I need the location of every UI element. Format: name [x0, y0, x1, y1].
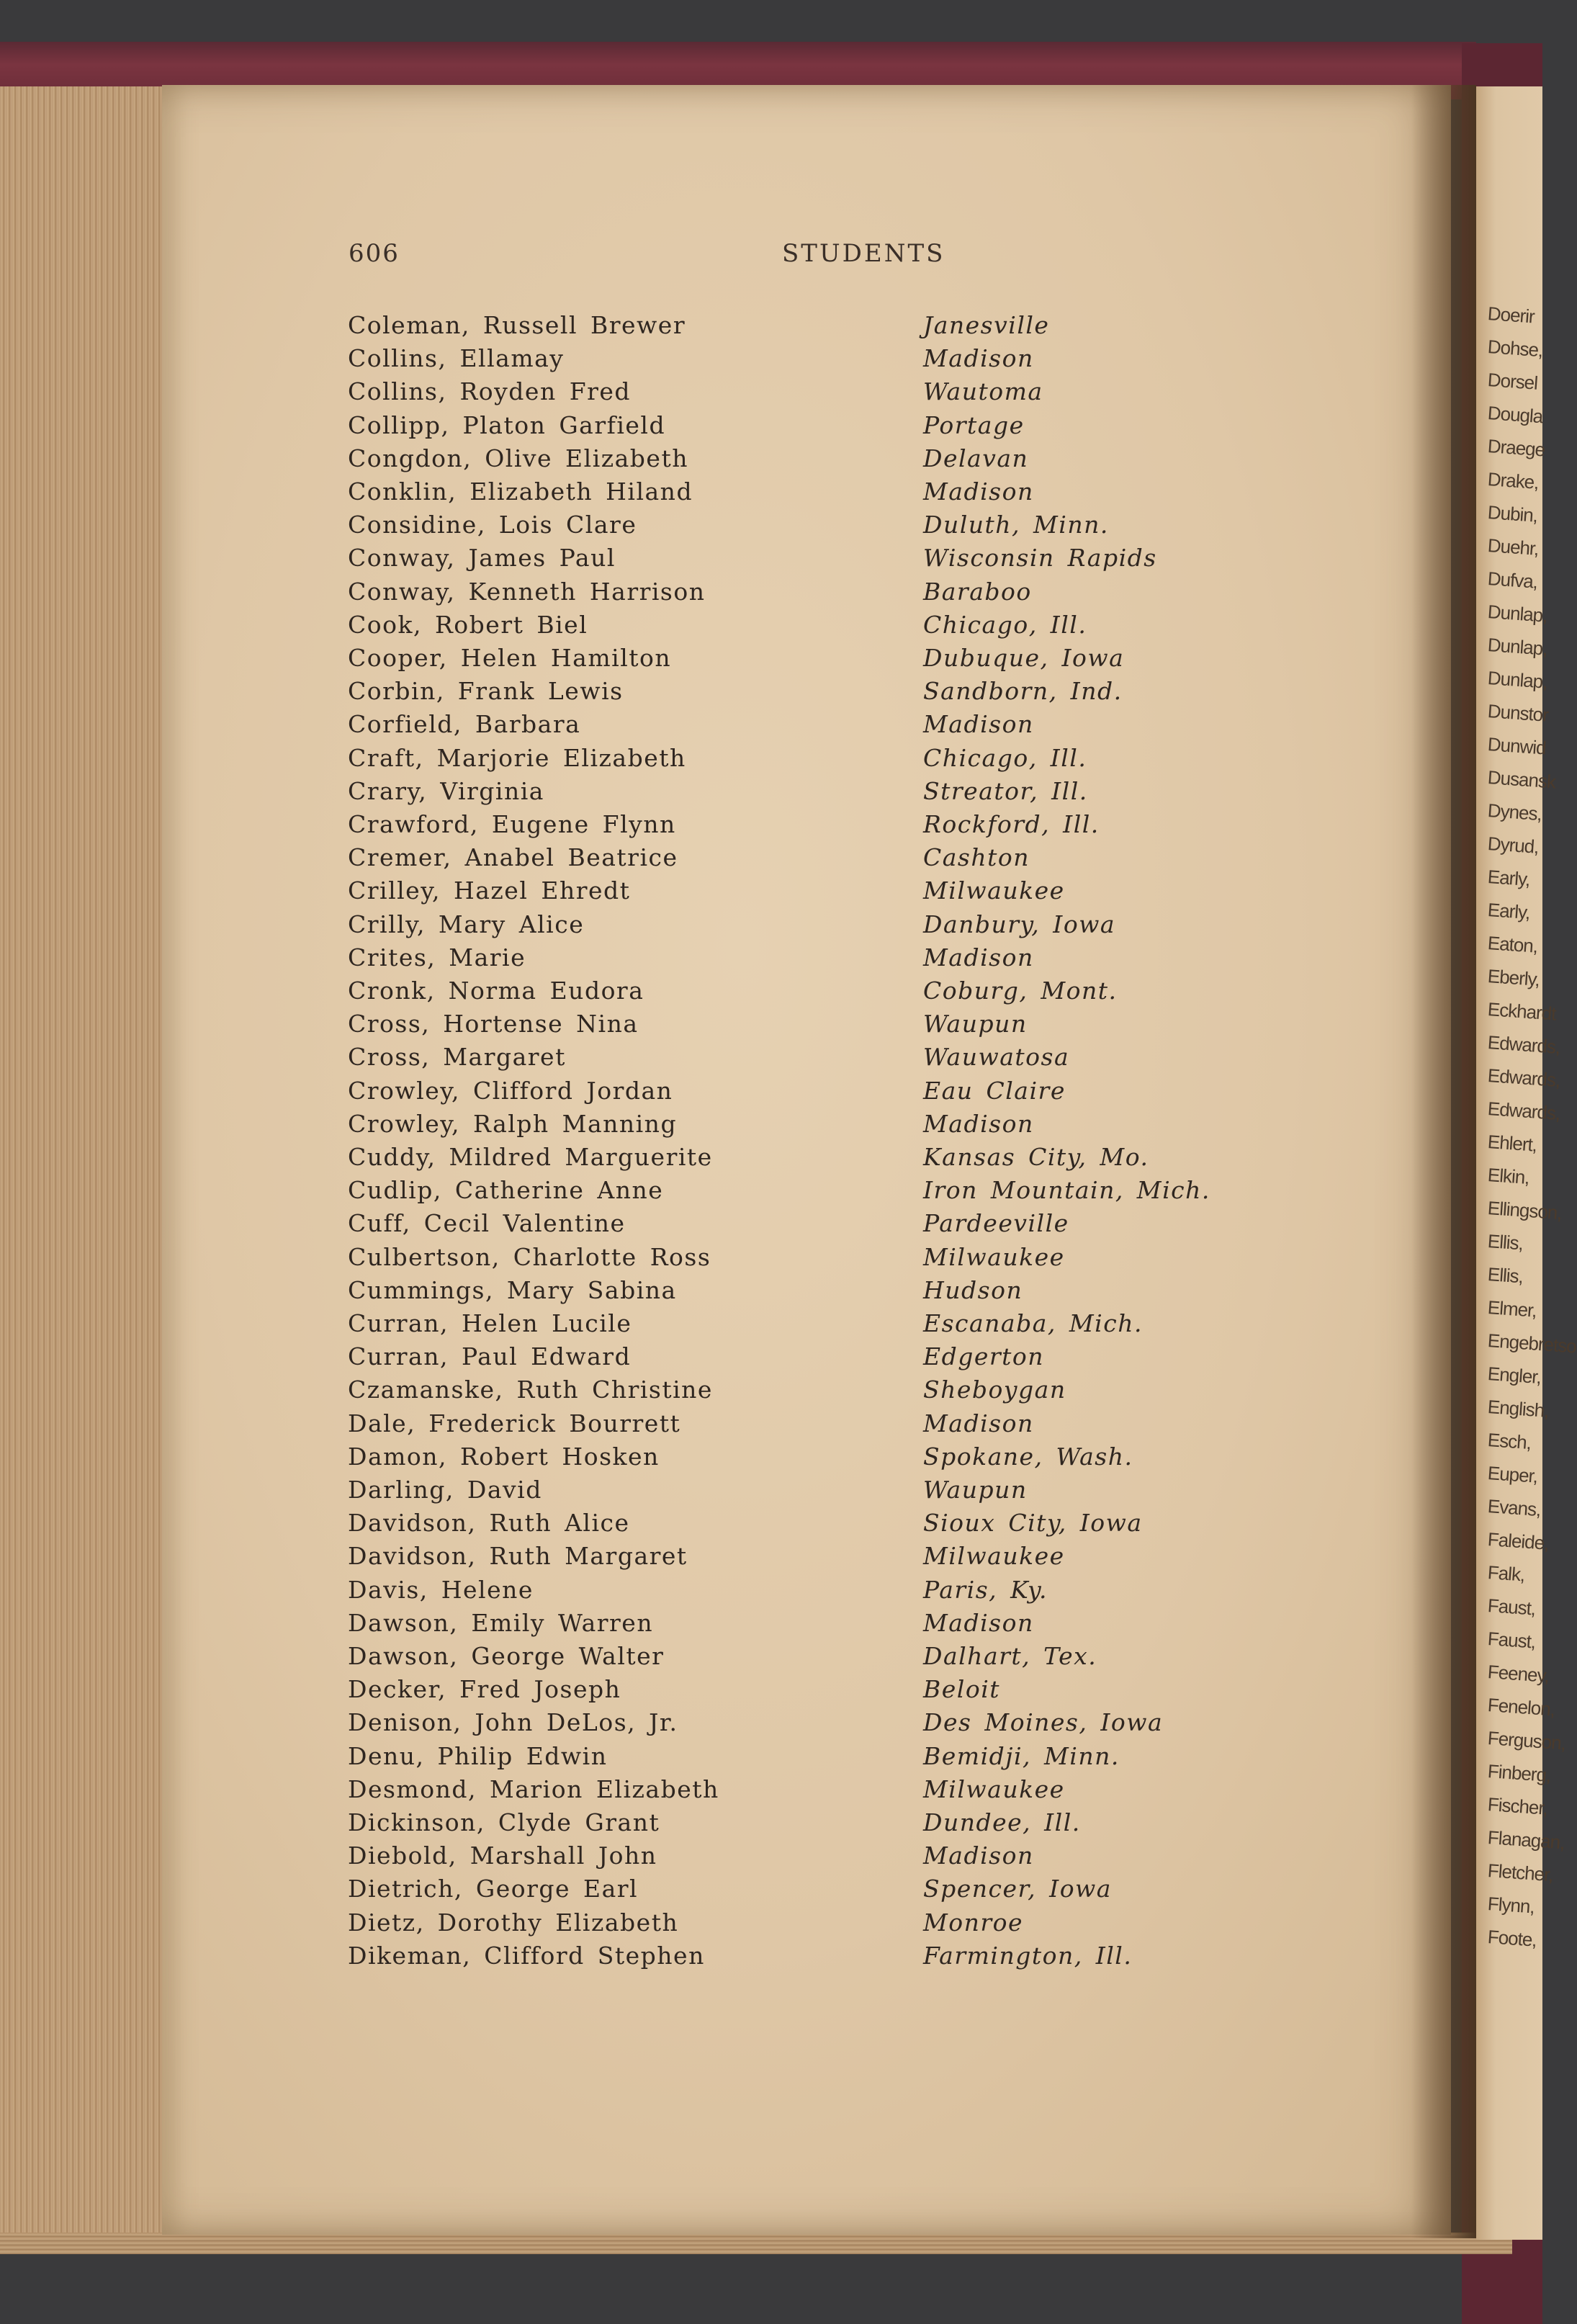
student-hometown: Waupun	[923, 1476, 1028, 1504]
student-name: Davis, Helene	[348, 1575, 534, 1604]
student-name: Dale, Frederick Bourrett	[348, 1409, 681, 1437]
student-name: Crilley, Hazel Ehredt	[348, 876, 631, 905]
student-name: Cudlip, Catherine Anne	[348, 1176, 664, 1205]
facing-page-fragment: Edwards,	[1486, 1031, 1561, 1058]
facing-page-fragment: Edwards,	[1486, 1064, 1561, 1091]
student-entry	[0, 1043, 1542, 1076]
facing-page-fragment: Edwards,	[1486, 1098, 1561, 1124]
facing-page-fragment: Dubin,	[1486, 501, 1539, 526]
student-hometown: Bemidji, Minn.	[923, 1741, 1120, 1770]
student-entry	[0, 511, 1542, 544]
student-entry	[0, 1509, 1542, 1542]
student-entry	[0, 1176, 1542, 1209]
facing-page-fragment: Drake,	[1486, 468, 1540, 493]
facing-page-fragment: Ellingson,	[1486, 1197, 1563, 1224]
facing-page-fragment: Faust,	[1486, 1594, 1537, 1620]
student-hometown: Spencer, Iowa	[923, 1875, 1112, 1903]
student-name: Cuff, Cecil Valentine	[348, 1209, 626, 1238]
student-hometown: Dalhart, Tex.	[923, 1642, 1097, 1670]
facing-page-fragment: Foote,	[1486, 1926, 1537, 1951]
student-hometown: Rockford, Ill.	[923, 810, 1100, 838]
student-name: Corbin, Frank Lewis	[348, 677, 624, 706]
student-entry	[0, 1376, 1542, 1409]
student-name: Considine, Lois Clare	[348, 511, 637, 539]
facing-page-fragment: Eaton,	[1486, 932, 1539, 957]
student-entry	[0, 611, 1542, 644]
student-hometown: Beloit	[923, 1675, 1001, 1704]
student-hometown: Janesville	[923, 311, 1050, 339]
page-number: 606	[349, 239, 400, 268]
student-name: Collipp, Platon Garfield	[348, 410, 666, 439]
student-entry	[0, 977, 1542, 1010]
student-hometown: Delavan	[923, 444, 1029, 472]
facing-page-fragment: Ehlert,	[1486, 1131, 1538, 1156]
student-name: Curran, Helen Lucile	[348, 1309, 632, 1337]
student-hometown: Milwaukee	[923, 1542, 1065, 1571]
student-name: Cuddy, Mildred Marguerite	[348, 1143, 713, 1171]
student-hometown: Portage	[923, 410, 1025, 439]
running-head: STUDENTS	[782, 239, 945, 268]
facing-page-fragment: Early,	[1486, 899, 1531, 924]
student-name: Culbertson, Charlotte Ross	[348, 1242, 711, 1271]
student-name: Crawford, Eugene Flynn	[348, 810, 676, 838]
facing-page-fragment: Dyrud,	[1486, 833, 1540, 858]
facing-page-fragment: Dohse,	[1486, 336, 1544, 362]
student-entry	[0, 1143, 1542, 1176]
facing-page-fragment: Faust,	[1486, 1628, 1537, 1653]
student-name: Cook, Robert Biel	[348, 610, 588, 639]
student-name: Curran, Paul Edward	[348, 1342, 632, 1371]
facing-page-fragment: Faleide,	[1486, 1528, 1550, 1554]
facing-page-fragment: Esch,	[1486, 1429, 1532, 1454]
student-entry	[0, 311, 1542, 344]
student-name: Crary, Virginia	[348, 776, 544, 805]
student-entry	[0, 477, 1542, 511]
student-name: Denison, John DeLos, Jr.	[348, 1708, 678, 1737]
facing-page-fragment: Dusansk	[1486, 766, 1557, 793]
student-name: Damon, Robert Hosken	[348, 1442, 660, 1471]
student-entry	[0, 710, 1542, 743]
facing-page-fragment: Euper,	[1486, 1462, 1539, 1487]
student-entry	[0, 1642, 1542, 1675]
facing-page-fragment: Dorsel	[1486, 369, 1539, 394]
student-hometown: Chicago, Ill.	[923, 743, 1087, 772]
student-name: Cronk, Norma Eudora	[348, 977, 644, 1005]
student-hometown: Madison	[923, 1608, 1034, 1637]
student-name: Cooper, Helen Hamilton	[348, 644, 672, 672]
student-entry	[0, 1841, 1542, 1875]
facing-page-fragment: Eberly,	[1486, 965, 1540, 990]
student-hometown: Edgerton	[923, 1342, 1045, 1371]
facing-page-fragment: Dunwid	[1486, 733, 1547, 759]
facing-page-fragment: Flynn,	[1486, 1893, 1535, 1918]
student-entry	[0, 777, 1542, 810]
facing-page-fragment: Feeney,	[1486, 1661, 1550, 1687]
facing-page-fragment: Dunstor	[1486, 700, 1549, 726]
facing-page-fragment: Elmer,	[1486, 1296, 1537, 1322]
student-name: Collins, Ellamay	[348, 344, 565, 373]
student-hometown: Milwaukee	[923, 876, 1065, 905]
student-entry	[0, 876, 1542, 910]
student-entry	[0, 1576, 1542, 1609]
student-hometown: Monroe	[923, 1908, 1024, 1937]
student-entry	[0, 578, 1542, 611]
student-name: Denu, Philip Edwin	[348, 1741, 608, 1770]
student-entry	[0, 1875, 1542, 1908]
student-name: Coleman, Russell Brewer	[348, 311, 686, 339]
facing-page-fragment: Engebretso	[1486, 1329, 1577, 1358]
student-hometown: Madison	[923, 943, 1034, 972]
student-entry	[0, 1443, 1542, 1476]
student-hometown: Cashton	[923, 843, 1030, 872]
student-entry	[0, 843, 1542, 876]
facing-page-fragment: Ellis,	[1486, 1230, 1524, 1255]
student-entry	[0, 411, 1542, 444]
student-name: Crowley, Ralph Manning	[348, 1109, 678, 1138]
page-block-bottom	[0, 2233, 1512, 2254]
facing-page-fragment: Doerir	[1486, 302, 1535, 328]
student-hometown: Des Moines, Iowa	[923, 1708, 1164, 1737]
student-name: Dawson, George Walter	[348, 1642, 665, 1670]
student-hometown: Wisconsin Rapids	[923, 544, 1157, 573]
student-hometown: Coburg, Mont.	[923, 977, 1118, 1005]
facing-page-fragment: Dunlap,	[1486, 634, 1548, 660]
student-entry	[0, 1775, 1542, 1808]
student-name: Craft, Marjorie Elizabeth	[348, 743, 686, 772]
facing-page-fragment: Fenelon,	[1486, 1694, 1556, 1720]
student-hometown: Streator, Ill.	[923, 776, 1088, 805]
facing-page-fragment: Draege	[1486, 435, 1546, 461]
student-hometown: Wauwatosa	[923, 1043, 1070, 1072]
student-entry	[0, 1110, 1542, 1143]
student-name: Conway, Kenneth Harrison	[348, 577, 706, 606]
student-entry	[0, 744, 1542, 777]
facing-page-fragment: Elkin,	[1486, 1164, 1530, 1188]
student-hometown: Madison	[923, 710, 1034, 739]
student-name: Dietz, Dorothy Elizabeth	[348, 1908, 679, 1937]
student-hometown: Kansas City, Mo.	[923, 1143, 1149, 1171]
student-hometown: Danbury, Iowa	[923, 910, 1116, 938]
student-entry	[0, 1209, 1542, 1242]
student-entry	[0, 1409, 1542, 1443]
student-hometown: Baraboo	[923, 577, 1032, 606]
facing-page-fragment: Dunlap,	[1486, 667, 1548, 693]
student-name: Dawson, Emily Warren	[348, 1608, 654, 1637]
student-entry	[0, 810, 1542, 843]
student-entry	[0, 644, 1542, 677]
student-hometown: Madison	[923, 1109, 1034, 1138]
student-entry	[0, 1542, 1542, 1575]
facing-page-fragment: Dynes,	[1486, 799, 1542, 825]
student-entry	[0, 1908, 1542, 1942]
student-name: Decker, Fred Joseph	[348, 1675, 621, 1704]
student-entry	[0, 1276, 1542, 1309]
student-entry	[0, 1675, 1542, 1708]
student-name: Desmond, Marion Elizabeth	[348, 1775, 719, 1803]
student-name: Conway, James Paul	[348, 544, 616, 573]
facing-page-fragment: Falk,	[1486, 1561, 1526, 1586]
student-entry	[0, 1609, 1542, 1642]
student-entry	[0, 1077, 1542, 1110]
facing-page-fragment: Ellis,	[1486, 1263, 1524, 1288]
student-hometown: Milwaukee	[923, 1242, 1065, 1271]
facing-page-fragment: Fischer,	[1486, 1793, 1548, 1819]
student-name: Czamanske, Ruth Christine	[348, 1376, 713, 1404]
facing-page-fragment: Flanagan,	[1486, 1826, 1565, 1854]
student-entry	[0, 344, 1542, 377]
student-name: Cross, Margaret	[348, 1043, 566, 1072]
student-name: Dikeman, Clifford Stephen	[348, 1941, 705, 1970]
student-entry	[0, 677, 1542, 710]
student-hometown: Duluth, Minn.	[923, 511, 1109, 539]
student-hometown: Eau Claire	[923, 1076, 1066, 1105]
student-name: Dickinson, Clyde Grant	[348, 1808, 660, 1836]
student-entry	[0, 1808, 1542, 1841]
student-name: Diebold, Marshall John	[348, 1841, 657, 1870]
student-hometown: Sioux City, Iowa	[923, 1509, 1143, 1538]
student-hometown: Dundee, Ill.	[923, 1808, 1081, 1836]
student-entry	[0, 544, 1542, 577]
student-name: Crites, Marie	[348, 943, 526, 972]
student-name: Cummings, Mary Sabina	[348, 1275, 677, 1304]
student-name: Conklin, Elizabeth Hiland	[348, 477, 693, 506]
student-entry	[0, 1708, 1542, 1741]
student-hometown: Pardeeville	[923, 1209, 1069, 1238]
student-hometown: Chicago, Ill.	[923, 610, 1087, 639]
student-hometown: Sandborn, Ind.	[923, 677, 1123, 706]
student-name: Cremer, Anabel Beatrice	[348, 843, 678, 872]
student-name: Dietrich, George Earl	[348, 1875, 639, 1903]
facing-page-fragment: Ferguson,	[1486, 1727, 1566, 1754]
facing-page-fragment: Engler,	[1486, 1363, 1542, 1388]
student-hometown: Waupun	[923, 1010, 1028, 1038]
student-entry	[0, 1010, 1542, 1043]
student-hometown: Wautoma	[923, 377, 1043, 406]
student-name: Crilly, Mary Alice	[348, 910, 585, 938]
student-entry	[0, 910, 1542, 943]
facing-page-fragment: Eckhardt	[1486, 998, 1557, 1025]
student-hometown: Iron Mountain, Mich.	[923, 1176, 1210, 1205]
facing-page-fragment: Early,	[1486, 866, 1531, 891]
student-hometown: Madison	[923, 1409, 1034, 1437]
student-hometown: Spokane, Wash.	[923, 1442, 1133, 1471]
student-entry	[0, 1742, 1542, 1775]
student-hometown: Dubuque, Iowa	[923, 644, 1125, 672]
student-name: Collins, Royden Fred	[348, 377, 632, 406]
student-entry	[0, 1342, 1542, 1376]
facing-page-fragment: Duehr,	[1486, 534, 1540, 560]
facing-page-fragment: Fletcher,	[1486, 1859, 1554, 1886]
student-entry	[0, 377, 1542, 410]
student-entry	[0, 1942, 1542, 1975]
student-hometown: Milwaukee	[923, 1775, 1065, 1803]
student-name: Crowley, Clifford Jordan	[348, 1076, 673, 1105]
student-entry	[0, 1476, 1542, 1509]
facing-page-fragment: Finberg,	[1486, 1760, 1552, 1787]
student-name: Davidson, Ruth Margaret	[348, 1542, 688, 1571]
facing-page-fragment: Dufva,	[1486, 567, 1539, 593]
student-hometown: Madison	[923, 1841, 1034, 1870]
student-entry	[0, 1243, 1542, 1276]
facing-page-fragment: English,	[1486, 1396, 1550, 1422]
student-entry	[0, 1309, 1542, 1342]
facing-page-fragment: Evans,	[1486, 1495, 1542, 1521]
student-hometown: Hudson	[923, 1275, 1023, 1304]
student-hometown: Farmington, Ill.	[923, 1941, 1133, 1970]
student-hometown: Sheboygan	[923, 1376, 1066, 1404]
student-name: Darling, David	[348, 1476, 542, 1504]
student-entry	[0, 943, 1542, 977]
student-name: Congdon, Olive Elizabeth	[348, 444, 688, 472]
student-hometown: Madison	[923, 477, 1034, 506]
facing-page-fragment: Dunlap,	[1486, 601, 1548, 627]
student-name: Davidson, Ruth Alice	[348, 1509, 630, 1538]
student-hometown: Escanaba, Mich.	[923, 1309, 1143, 1337]
student-hometown: Paris, Ky.	[923, 1575, 1048, 1604]
student-hometown: Madison	[923, 344, 1034, 373]
student-name: Corfield, Barbara	[348, 710, 581, 739]
student-entry	[0, 444, 1542, 477]
facing-page-fragment: Dougla	[1486, 402, 1544, 428]
student-name: Cross, Hortense Nina	[348, 1010, 639, 1038]
